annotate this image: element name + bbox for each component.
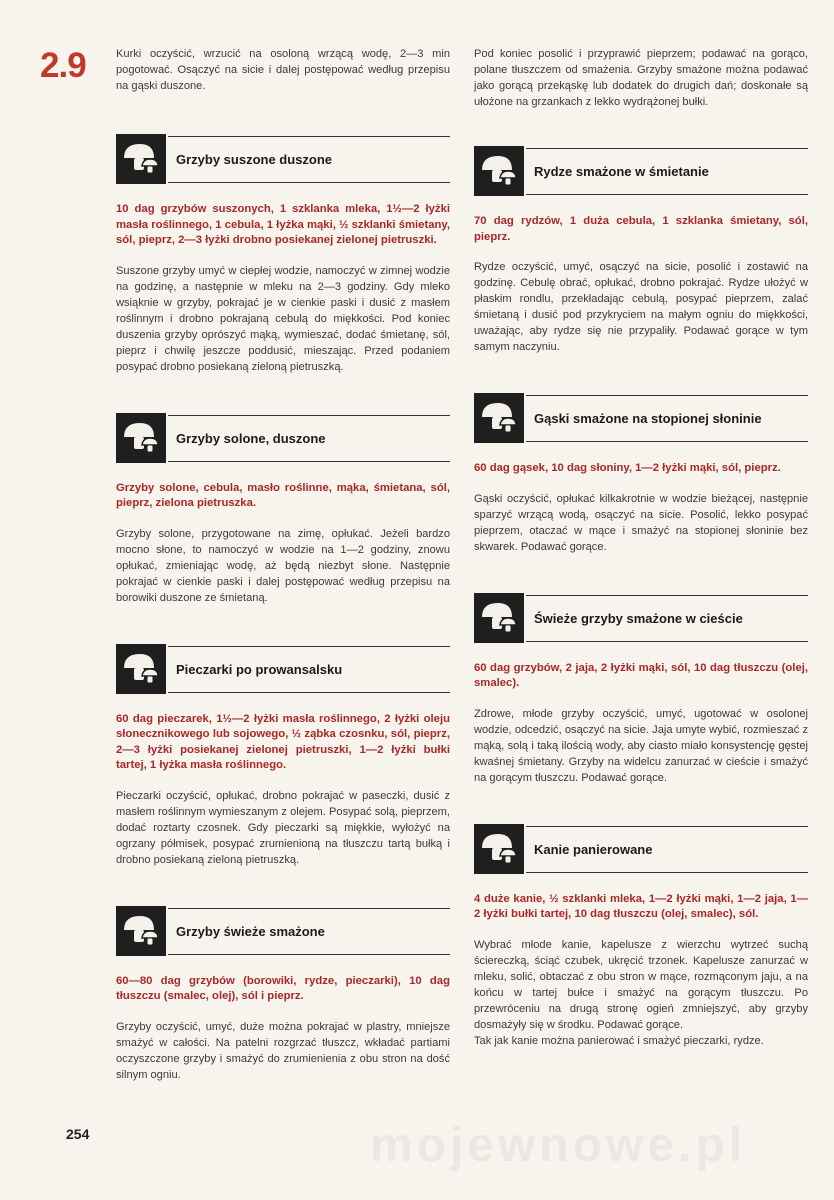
divider: [526, 826, 808, 827]
ingredients: 4 duże kanie, ½ szklanki mleka, 1—2 łyżki mąki, 1—2 jaja, 1—2 łyżki bułki tartej, 10 dag tłuszczu (olej, smalec), sól.: [474, 892, 808, 920]
section-number: 2.9: [40, 46, 86, 85]
divider: [168, 908, 450, 909]
recipe-header: [474, 587, 808, 647]
recipe-text: Grzyby oczyścić, umyć, duże można pokrajać w plastry, mniejsze smażyć w całości. Na patelni rozgrzać tłuszcz, wkładać partiami oczyszczone grzyby i smażyć do zrumienienia z obu stron na dość silnym ogniu.: [116, 1020, 450, 1081]
divider: [526, 441, 808, 442]
watermark: mojewnowe.pl: [370, 1119, 747, 1172]
ingredients: 70 dag rydzów, 1 duża cebula, 1 szklanka śmietany, sól, pieprz.: [474, 215, 808, 243]
divider: [526, 641, 808, 642]
ingredients: 60 dag gąsek, 10 dag słoniny, 1—2 łyżki mąki, sól, pieprz.: [474, 462, 781, 474]
recipe-title: Grzyby solone, duszone: [176, 430, 326, 446]
recipe-header: [116, 407, 450, 467]
recipe-title: Grzyby suszone duszone: [176, 152, 333, 167]
ingredients: 60 dag pieczarek, 1½—2 łyżki masła roślinnego, 2 łyżki oleju słonecznikowego lub sojowego, ½ ząbka czosnku, sól, pieprz, 2—3 łyżki posiekanej zielonej pietruszki, 1—2 łyżki bułki tartej, 1 łyżka masła roślinnego.: [116, 712, 450, 771]
recipe-header: [116, 638, 450, 698]
recipe-text: Grzyby solone, przygotowane na zimę, opłukać. Jeżeli bardzo mocno słone, to namoczyć w wodzie na 1—2 godziny, znowu opłukać, zmieniając wodę, aż będą niezbyt słone. Następnie pokrajać w cienkie paski i dalej postępować według przepisu na borowiki duszone ze śmietaną.: [116, 527, 450, 604]
ingredients: Grzyby solone, cebula, masło roślinne, mąka, śmietana, sól, pieprz, zielona pietruszka.: [116, 481, 450, 509]
intro-text: Pod koniec posolić i przyprawić pieprzem; podawać na gorąco, polane tłuszczem od smażenia. Grzyby smażone można podawać jako gorącą przekąskę lub dodatek do drugich dań; doskonałe są ułożone na grzankach z lekko wydrążonej bułki.: [474, 48, 808, 108]
mushroom-icon: [116, 644, 166, 694]
ingredients: 60 dag grzybów, 2 jaja, 2 łyżki mąki, sól, 10 dag tłuszczu (olej, smalec).: [474, 661, 808, 689]
divider: [168, 692, 450, 693]
recipe-header: [474, 140, 808, 200]
divider: [168, 954, 450, 955]
page-number: 254: [66, 1126, 90, 1142]
recipe-header: [474, 818, 808, 878]
recipe-text: Zdrowe, młode grzyby oczyścić, umyć, ugotować w osolonej wodzie, odcedzić, osączyć na sicie. Jaja umyte wybić, rozmieszać z mąką, solą i taką ilością wody, aby ciasto miało konsystencję gęstej kwaśnej śmietany. Grzyby na widelcu zanurzać w cieście i smażyć na gorącym tłuszczu. Podawać gorące.: [474, 707, 808, 784]
recipe-header: [116, 900, 450, 960]
mushroom-icon: [474, 824, 524, 874]
mushroom-icon: [474, 146, 524, 196]
recipe-title: Kanie panierowane: [534, 841, 653, 857]
recipe-note: Tak jak kanie można panierować i smażyć pieczarki, rydze.: [474, 1034, 764, 1047]
mushroom-icon: [474, 393, 524, 443]
recipe-title: Pieczarki po prowansalsku: [176, 661, 343, 677]
mushroom-icon: [116, 134, 166, 184]
recipe-header: [116, 128, 450, 188]
left-column: [116, 46, 450, 1083]
recipe-title: Świeże grzyby smażone w cieście: [534, 610, 743, 626]
recipe-text: Rydze oczyścić, umyć, osączyć na sicie, posolić i zostawić na godzinę. Cebulę obrać, opłukać, drobno pokrajać. Rydze ułożyć w płaskim rondlu, przekładając cebulą, posypać pieprzem, zalać śmietaną i dusić pod przykryciem na małym ogniu do miękkości, uważając, aby rydze się nie przypaliły. Podawać gorące w tym samym naczyniu.: [474, 261, 808, 353]
divider: [526, 194, 808, 195]
recipe-title: Gąski smażone na stopionej słoninie: [534, 411, 762, 426]
mushroom-icon: [474, 593, 524, 643]
divider: [526, 148, 808, 149]
recipe-header: [474, 387, 808, 447]
divider: [526, 595, 808, 596]
recipe-title: Rydze smażone w śmietanie: [534, 164, 709, 179]
recipe-text: Pieczarki oczyścić, opłukać, drobno pokrajać w paseczki, dusić z masłem roślinnym wymieszanym z olejem. Posypać solą, pieprzem, dodać roztarty czosnek. Gdy pieczarki są miękkie, wyłożyć na ogrzany półmisek, posypać zrumienioną na tłuszczu tartą bułką i drobno posiekaną zieloną pietruszką.: [116, 789, 450, 866]
divider: [526, 872, 808, 873]
divider: [168, 415, 450, 416]
right-column: [474, 46, 808, 1049]
divider: [168, 182, 450, 183]
recipe-text: Gąski oczyścić, opłukać kilkakrotnie w wodzie bieżącej, następnie sparzyć wrzącą wodą, osączyć na sicie. Posolić, lekko posypać pieprzem, otaczać w mące i smażyć na stopionej słoninie bez skwarek. Podawać gorące.: [474, 492, 808, 553]
ingredients: 10 dag grzybów suszonych, 1 szklanka mleka, 1½—2 łyżki masła roślinnego, 1 cebula, 1 łyżka mąki, ½ szklanki śmietany, sól, pieprz, 2—3 łyżki drobno posiekanej zielonej pietruszki.: [116, 203, 450, 246]
mushroom-icon: [116, 906, 166, 956]
divider: [168, 136, 450, 137]
recipe-text: Suszone grzyby umyć w ciepłej wodzie, namoczyć w zimnej wodzie na godzinę, a następnie w mleku na 2—3 godziny. Gdy mleko wsiąknie w grzyby, pokrajać je w cienkie paski i dusić z masłem roślinnym i drobno pokrajaną cebulą do miękkości. Pod koniec duszenia grzyby oprószyć mąką, wymieszać, dodać śmietanę, sól, pieprz i chwilę jeszcze poddusić, mieszając. Przed podaniem posypać drobno posiekaną zieloną pietruszką.: [116, 264, 450, 373]
recipe-text: Wybrać młode kanie, kapelusze z wierzchu wytrzeć suchą ściereczką, ściąć czubek, ukręcić trzonek. Kapelusze zanurzać w mleku, solić, obtaczać z obu stron w mące, rozmąconym jaju, a na końcu w tartej bułce i smażyć na gorącym tłuszczu. Po przewróceniu na drugą stronę ogień zmniejszyć, aby grzyby dosmażyły się w środku. Podawać gorące.: [474, 938, 808, 1031]
divider: [168, 461, 450, 462]
recipe-title: Grzyby świeże smażone: [176, 923, 325, 939]
divider: [526, 395, 808, 396]
intro-text: Kurki oczyścić, wrzucić na osoloną wrzącą wodę, 2—3 min pogotować. Osączyć na sicie i dalej postępować według przepisu na gąski duszone.: [116, 48, 450, 92]
ingredients: 60—80 dag grzybów (borowiki, rydze, pieczarki), 10 dag tłuszczu (smalec, olej), sól i pieprz.: [116, 974, 450, 1002]
divider: [168, 646, 450, 647]
mushroom-icon: [116, 413, 166, 463]
